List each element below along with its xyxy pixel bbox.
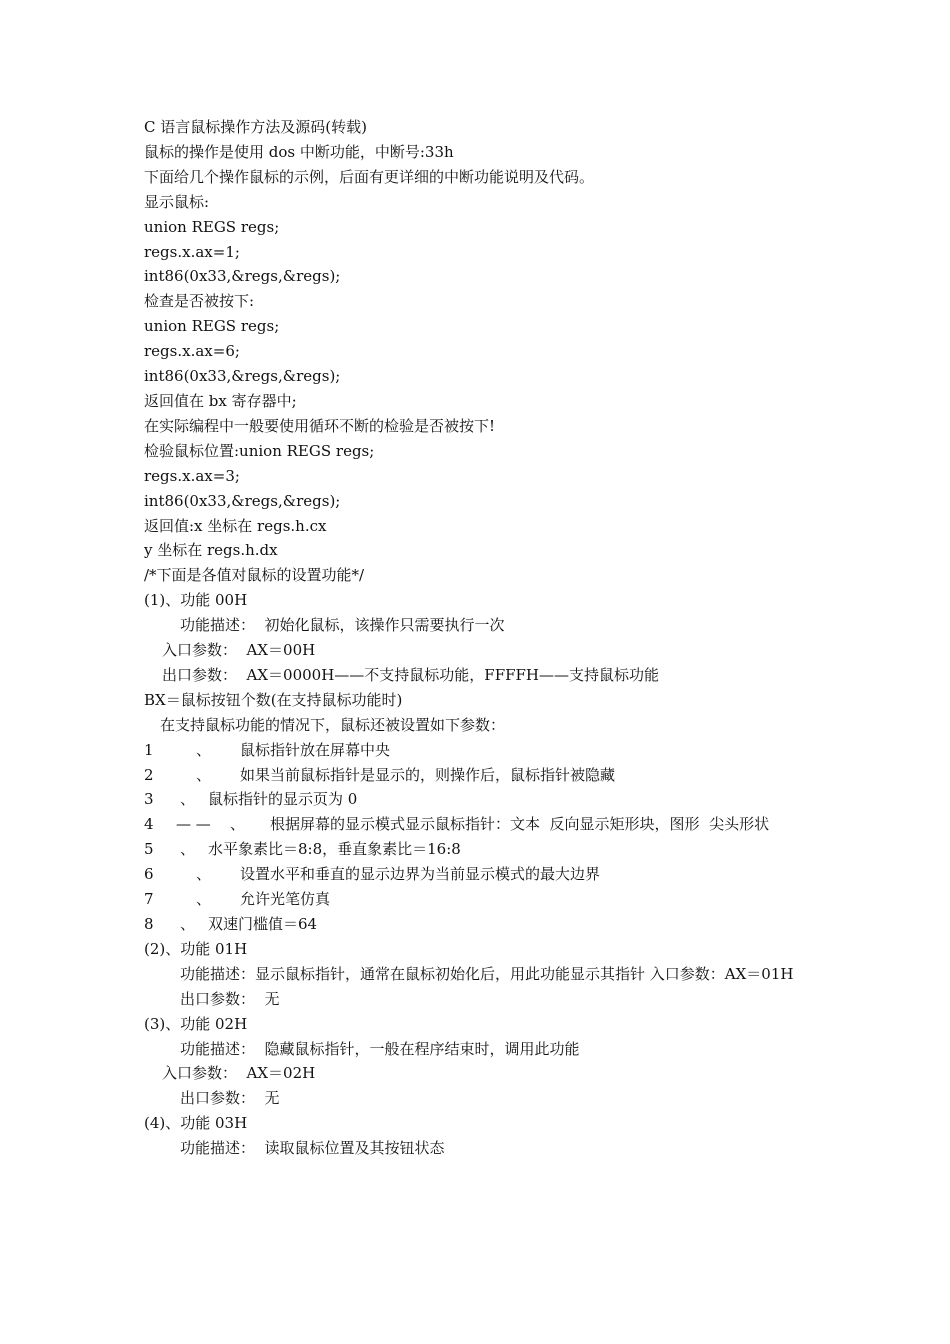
text-line: 功能描述：显示鼠标指针，通常在鼠标初始化后，用此功能显示其指针 入口参数：AX＝01H — [180, 964, 794, 983]
text-line: 在实际编程中一般要使用循环不断的检验是否被按下! — [144, 416, 496, 435]
list-item-text: 如果当前鼠标指针是显示的，则操作后，鼠标指针被隐藏 — [240, 765, 616, 784]
text-line: 返回值在 bx 寄存器中; — [144, 391, 297, 410]
text-line: 鼠标的操作是使用 dos 中断功能，中断号:33h — [144, 142, 454, 161]
list-item-separator: 、 — [196, 865, 212, 884]
text-line: /*下面是各值对鼠标的设置功能*/ — [144, 566, 365, 585]
text-line: 入口参数： AX＝00H — [162, 641, 316, 660]
list-item — [144, 837, 812, 862]
list-item-number: 1 — [144, 740, 154, 759]
text-line: 下面给几个操作鼠标的示例，后面有更详细的中断功能说明及代码。 — [144, 167, 595, 186]
text-line: 功能描述： 初始化鼠标，该操作只需要执行一次 — [180, 616, 505, 635]
list-item-number: 6 — [144, 865, 154, 884]
list-item — [144, 912, 812, 937]
list-item-number: 2 — [144, 765, 154, 784]
code-line: int86(0x33,&regs,&regs); — [144, 367, 341, 386]
list-item — [144, 763, 812, 788]
list-item-text: 鼠标指针的显示页为 0 — [208, 790, 358, 809]
list-item-text: 根据屏幕的显示模式显示鼠标指针：文本 反向显示矩形块，图形 尖头形状 — [270, 815, 770, 834]
text-line: 在支持鼠标功能的情况下，鼠标还被设置如下参数： — [160, 715, 506, 734]
list-item-number: 4 — [144, 815, 154, 834]
text-line: 功能描述： 隐藏鼠标指针，一般在程序结束时，调用此功能 — [180, 1039, 580, 1058]
text-line: y 坐标在 regs.h.dx — [144, 541, 278, 560]
section-heading: (4)、功能 03H — [144, 1114, 248, 1133]
list-item — [144, 887, 812, 912]
list-item — [144, 738, 812, 763]
list-item-separator: — — 、 — [176, 815, 245, 834]
text-line: 入口参数： AX＝02H — [162, 1064, 316, 1083]
code-line: regs.x.ax=3; — [144, 466, 240, 485]
list-item-number: 8 — [144, 915, 154, 933]
code-line: regs.x.ax=1; — [144, 242, 240, 261]
list-item-number: 5 — [144, 840, 154, 859]
code-line: union REGS regs; — [144, 317, 280, 336]
text-line: 显示鼠标: — [144, 192, 210, 211]
code-line: int86(0x33,&regs,&regs); — [144, 267, 341, 286]
text-line: 出口参数： AX＝0000H——不支持鼠标功能，FFFFH——支持鼠标功能 — [162, 665, 660, 684]
list-item — [144, 862, 812, 887]
list-item-separator: 、 — [196, 890, 212, 909]
code-line: regs.x.ax=6; — [144, 342, 240, 361]
list-item-text: 双速门槛值＝64 — [208, 915, 318, 933]
section-heading: (3)、功能 02H — [144, 1014, 248, 1033]
text-line: 出口参数： 无 — [180, 1089, 280, 1108]
list-item-text: 设置水平和垂直的显示边界为当前显示模式的最大边界 — [240, 865, 601, 884]
text-line: 检查是否被按下: — [144, 292, 255, 311]
section-heading: (1)、功能 00H — [144, 591, 248, 610]
text-line: 检验鼠标位置:union REGS regs; — [144, 441, 375, 460]
text-line: 返回值:x 坐标在 regs.h.cx — [144, 516, 327, 535]
section-heading: (2)、功能 01H — [144, 939, 248, 958]
list-item — [144, 787, 812, 812]
list-item-separator: 、 — [180, 915, 196, 933]
list-item-separator: 、 — [180, 840, 196, 859]
list-item-number: 3 — [144, 790, 154, 809]
list-item-separator: 、 — [196, 740, 212, 759]
doc-title: C 语言鼠标操作方法及源码(转载) — [144, 118, 367, 136]
document-body — [144, 115, 812, 1161]
list-item-separator: 、 — [180, 790, 196, 809]
list-item-number: 7 — [144, 890, 154, 909]
text-line: 功能描述： 读取鼠标位置及其按钮状态 — [180, 1139, 445, 1158]
list-item — [144, 812, 812, 837]
code-line: union REGS regs; — [144, 217, 280, 236]
list-item-text: 允许光笔仿真 — [240, 890, 331, 909]
list-item-text: 水平象素比＝8:8，垂直象素比＝16:8 — [208, 840, 461, 859]
list-item-text: 鼠标指针放在屏幕中央 — [240, 740, 391, 759]
code-line: int86(0x33,&regs,&regs); — [144, 491, 341, 510]
list-item-separator: 、 — [196, 765, 212, 784]
text-line: 出口参数： 无 — [180, 989, 280, 1008]
text-line: BX＝鼠标按钮个数(在支持鼠标功能时) — [144, 690, 403, 709]
